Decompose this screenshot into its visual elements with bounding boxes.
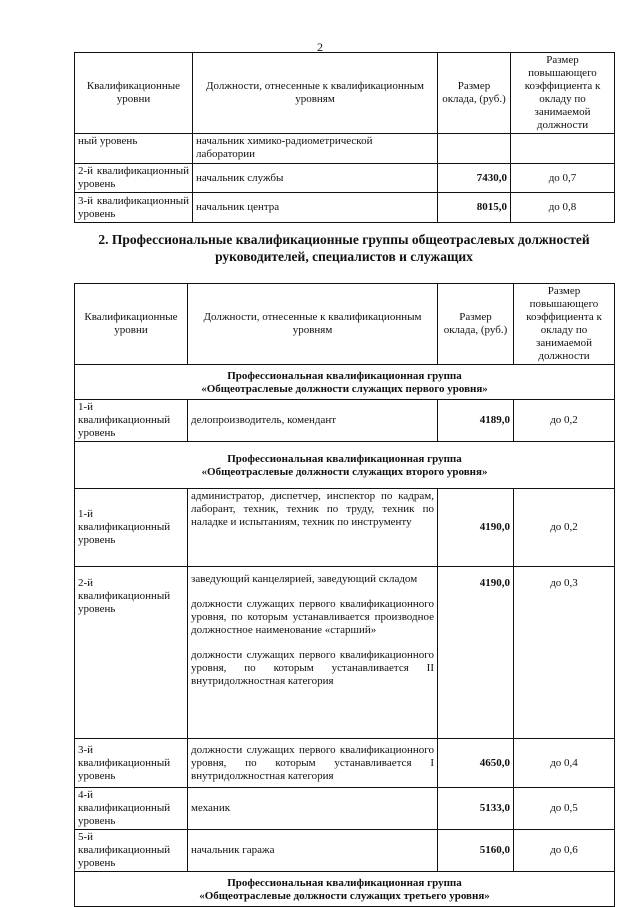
coefficient-cell: до 0,6 [514,830,615,872]
position-cell: должности служащих первого квалификационного уровня, по которым устанавливается I внутридолжностная категория [188,739,438,788]
salary-cell: 5133,0 [438,788,514,830]
salary-table-general-positions [74,283,615,907]
table-row [75,788,615,830]
coefficient-cell: до 0,2 [514,400,615,442]
position-cell: начальник центра [193,193,438,223]
salary-cell: 4189,0 [438,400,514,442]
coefficient-cell: до 0,4 [514,739,615,788]
header-levels: Квалификационные уровни [75,284,188,365]
table-row [75,400,615,442]
level-cell: 1-й квалификационный уровень [75,400,188,442]
position-line: должности служащих первого квалификационного уровня, по которым устанавливается производное должностное наименование «старший» [191,598,434,636]
position-cell: механик [188,788,438,830]
table-header-row [75,284,615,365]
table-row [75,134,615,164]
header-positions: Должности, отнесенные к квалификационным уровням [193,53,438,134]
position-cell: делопроизводитель, комендант [188,400,438,442]
salary-cell [438,134,511,164]
position-cell [188,567,438,739]
section-heading: 2. Профессиональные квалификационные группы общеотраслевых должностей руководителей, специалистов и служащих [98,232,590,264]
table-header-row [75,53,615,134]
position-cell: начальник службы [193,164,438,193]
level-cell: 4-й квалификационный уровень [75,788,188,830]
salary-table-continued [74,52,615,223]
position-line: заведующий канцелярией, заведующий складом [191,573,418,585]
salary-cell: 7430,0 [438,164,511,193]
group-subtitle: «Общеотраслевые должности служащих третьего уровня» [199,890,490,902]
level-cell: 3-й квалификационный уровень [75,193,193,223]
level-cell: 3-й квалификационный уровень [75,739,188,788]
table-row [75,164,615,193]
salary-cell: 5160,0 [438,830,514,872]
position-cell: начальник гаража [188,830,438,872]
coefficient-cell [511,134,615,164]
salary-cell: 4190,0 [438,567,514,739]
salary-cell: 4650,0 [438,739,514,788]
group-subtitle: «Общеотраслевые должности служащих первого уровня» [201,383,488,395]
page-number: 2 [317,40,323,54]
position-line: должности служащих первого квалификационного уровня, по которым устанавливается II внутридолжностная категория [191,649,434,687]
salary-cell: 8015,0 [438,193,511,223]
level-cell: 2-й квалификационный уровень [75,567,188,739]
table-row [75,739,615,788]
position-cell: администратор, диспетчер, инспектор по кадрам, лаборант, техник, техник по труду, техник по наладке и испытаниям, техник по инструменту [188,489,438,567]
coefficient-cell: до 0,2 [514,489,615,567]
table-row [75,193,615,223]
group-title: Профессиональная квалификационная группа [227,877,462,889]
header-coefficient: Размер повышающего коэффициента к окладу по занимаемой должности [511,53,615,134]
level-cell: 5-й квалификационный уровень [75,830,188,872]
group-heading-row [75,872,615,907]
level-cell: 1-й квалификационный уровень [75,489,188,567]
header-salary: Размер оклада, (руб.) [438,53,511,134]
salary-cell: 4190,0 [438,489,514,567]
table-row [75,830,615,872]
table-row [75,567,615,739]
group-heading-row [75,442,615,489]
group-heading-row [75,365,615,400]
table-row [75,489,615,567]
level-cell: ный уровень [75,134,193,164]
level-cell: 2-й квалификационный уровень [75,164,193,193]
header-levels: Квалификационные уровни [75,53,193,134]
coefficient-cell: до 0,7 [511,164,615,193]
header-positions: Должности, отнесенные к квалификационным уровням [188,284,438,365]
group-title: Профессиональная квалификационная группа [227,453,462,465]
header-coefficient: Размер повышающего коэффициента к окладу по занимаемой должности [514,284,615,365]
position-cell: начальник химико-радиометрической лаборатории [193,134,438,164]
header-salary: Размер оклада, (руб.) [438,284,514,365]
group-title: Профессиональная квалификационная группа [227,370,462,382]
coefficient-cell: до 0,3 [514,567,615,739]
group-subtitle: «Общеотраслевые должности служащих второго уровня» [201,466,488,478]
coefficient-cell: до 0,8 [511,193,615,223]
coefficient-cell: до 0,5 [514,788,615,830]
